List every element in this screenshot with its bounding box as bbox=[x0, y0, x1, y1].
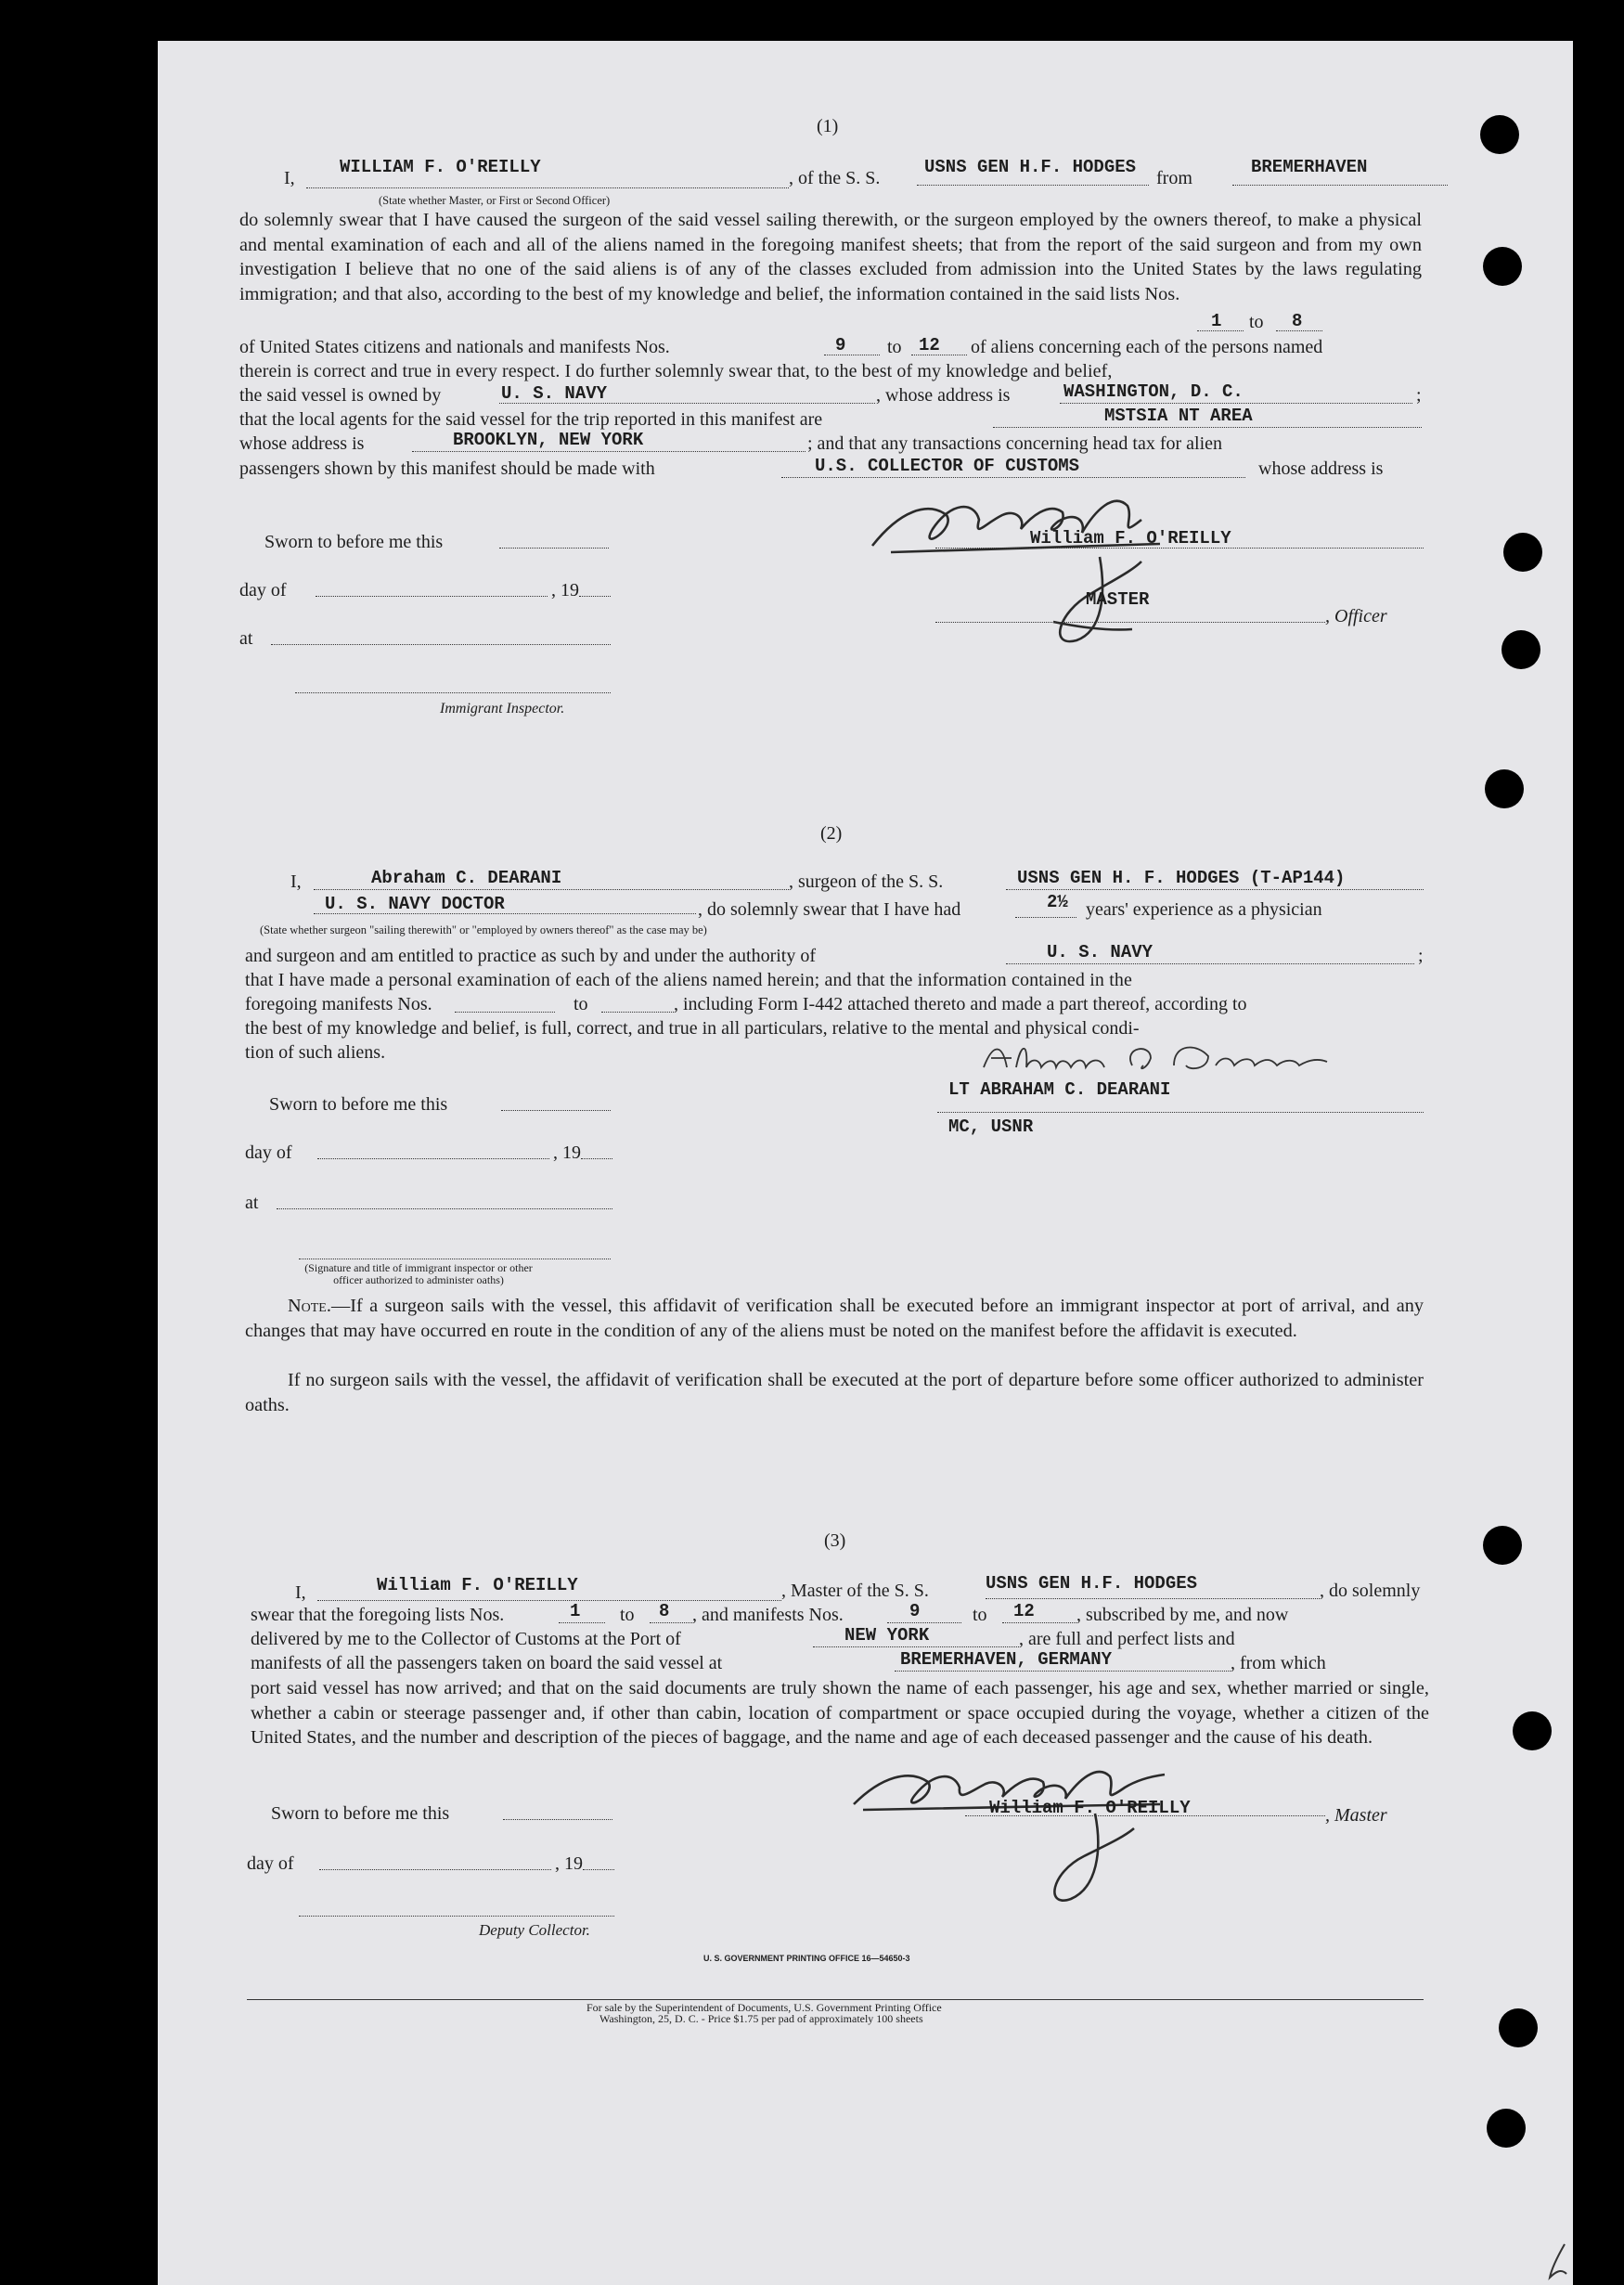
manifest-to: 12 bbox=[919, 335, 940, 355]
sworn-text: Sworn to before me this bbox=[271, 1803, 450, 1824]
binder-hole bbox=[1483, 1526, 1522, 1565]
owner: U. S. NAVY bbox=[501, 383, 608, 404]
day-of-text: day of bbox=[245, 1142, 292, 1163]
full-text: , are full and perfect lists and bbox=[1019, 1629, 1235, 1649]
deputy-line bbox=[299, 1916, 614, 1917]
at-text: at bbox=[239, 628, 253, 649]
note-paragraph-2: If no surgeon sails with the vessel, the affidavit of verification shall be executed at the port of departure before some officer authorized to administer oaths. bbox=[245, 1370, 1424, 1415]
lists-from: 1 bbox=[1211, 311, 1222, 331]
deputy-collector-label: Deputy Collector. bbox=[479, 1921, 590, 1939]
foregoing-to-line bbox=[601, 1012, 674, 1013]
which-text: , from which bbox=[1231, 1653, 1326, 1673]
oath-paragraph-3: port said vessel has now arrived; and that on the said documents are truly shown the name of each passenger, his age and sex, whether married or single, whether a cabin or steerage passenger and, if other than cabin, location of compartment or space occupied during the voyage, whether a citizen of the United States, and the number and description of the pieces of baggage, and the name and age of each deceased passenger and the cause of his death. bbox=[251, 1678, 1429, 1748]
signature-note: (Signature and title of immigrant inspector or other officer authorized to administer oaths) bbox=[304, 1261, 533, 1286]
footer-line-2: Washington, 25, D. C. - Price $1.75 per pad of approximately 100 sheets bbox=[599, 2012, 923, 2025]
tax-text: ; and that any transactions concerning head tax for alien bbox=[807, 433, 1223, 454]
sworn-line bbox=[501, 1110, 611, 1111]
made-with-text: passengers shown by this manifest should be made with bbox=[239, 458, 655, 479]
swear-text: , do solemnly swear that I have had bbox=[698, 899, 961, 920]
agents-text: that the local agents for the said vessel for the trip reported in this manifest are bbox=[239, 409, 823, 430]
vessel-line-3 bbox=[986, 1598, 1320, 1599]
and-manifests: , and manifests Nos. bbox=[692, 1605, 844, 1625]
man-from-line-3 bbox=[887, 1622, 961, 1623]
manifest-page bbox=[158, 41, 1573, 2285]
day-line bbox=[316, 596, 548, 597]
years-line bbox=[1015, 917, 1076, 918]
sworn-line bbox=[499, 548, 609, 549]
aliens-text: of aliens concerning each of the persons named bbox=[971, 337, 1323, 357]
binder-hole bbox=[1502, 630, 1540, 669]
authority-text: and surgeon and am entitled to practice as such by and under the authority of bbox=[245, 946, 816, 966]
best-text: the best of my knowledge and belief, is full, correct, and true in all particulars, relative to the mental and physical condi- bbox=[245, 1018, 1140, 1039]
year-line bbox=[579, 596, 611, 597]
section-number: (1) bbox=[817, 116, 839, 136]
vessel-line-2 bbox=[1006, 889, 1424, 890]
at-line bbox=[271, 644, 611, 645]
do-solemnly: , do solemnly bbox=[1320, 1581, 1421, 1601]
immigrant-inspector-label: Immigrant Inspector. bbox=[440, 701, 565, 716]
vessel-name-2: USNS GEN H. F. HODGES (T-AP144) bbox=[1017, 868, 1346, 888]
taken-text: manifests of all the passengers taken on board the said vessel at bbox=[251, 1653, 723, 1673]
master-name-line-3 bbox=[317, 1600, 781, 1601]
authority-line bbox=[1006, 963, 1414, 964]
from-port-line-3 bbox=[895, 1671, 1231, 1672]
master-line-3 bbox=[965, 1815, 1325, 1816]
form-text: , including Form I-442 attached thereto and made a part thereof, according to bbox=[674, 994, 1247, 1014]
from-line bbox=[1232, 185, 1448, 186]
binder-hole bbox=[1513, 1711, 1552, 1750]
vessel-name-3: USNS GEN H.F. HODGES bbox=[986, 1573, 1198, 1594]
day-of-text: day of bbox=[239, 580, 287, 600]
examined-text: that I have made a personal examination of each of the aliens named herein; and that the information contained in the bbox=[245, 970, 1133, 990]
such-text: tion of such aliens. bbox=[245, 1042, 386, 1063]
day-of-text: day of bbox=[247, 1853, 294, 1874]
officer-title: MASTER bbox=[1086, 589, 1150, 610]
note-text: —If a surgeon sails with the vessel, this affidavit of verification shall be executed before an immigrant inspector at port of arrival, and any changes that may have occurred en route in the condition of any of the aliens must be noted on the manifest before the affidavit is executed. bbox=[245, 1296, 1424, 1341]
section-number: (3) bbox=[824, 1530, 846, 1551]
at-line bbox=[277, 1208, 612, 1209]
port-line bbox=[813, 1646, 1019, 1647]
signer-line bbox=[935, 548, 1424, 549]
man-to-line-3 bbox=[1002, 1622, 1076, 1623]
lists-to-3: 8 bbox=[659, 1601, 670, 1621]
agents-address: BROOKLYN, NEW YORK bbox=[453, 430, 644, 450]
officer-note: (State whether Master, or First or Second Officer) bbox=[379, 194, 611, 207]
lists-to-line-3 bbox=[650, 1622, 692, 1623]
binder-hole bbox=[1487, 2109, 1526, 2148]
surgeon-signer: LT ABRAHAM C. DEARANI bbox=[948, 1079, 1171, 1100]
surgeon-signer-line bbox=[937, 1112, 1424, 1113]
day-line bbox=[319, 1869, 551, 1870]
master-label: , Master bbox=[1325, 1805, 1387, 1826]
label-to: to bbox=[887, 337, 902, 357]
oath-paragraph-1: do solemnly swear that I have caused the surgeon of the said vessel sailing therewith, or the surgeon employed by the owners thereof, to make a physical and mental examination of each and all of the aliens named in the foregoing manifest sheets; that from the report of the said surgeon and from my own investigation I believe that no one of the said aliens is of any of the classes excluded from admission into the United States by the laws regulating immigration; and that also, according to the best of my knowledge and belief, the information contained in the said lists Nos. bbox=[239, 210, 1422, 304]
binder-hole bbox=[1499, 2008, 1538, 2047]
printer-line: U. S. GOVERNMENT PRINTING OFFICE 16—54650-3 bbox=[703, 1954, 910, 1963]
at-text: at bbox=[245, 1193, 259, 1213]
agents-line bbox=[993, 427, 1422, 428]
surgeon-capacity: U. S. NAVY DOCTOR bbox=[325, 894, 505, 914]
binder-hole bbox=[1483, 247, 1522, 286]
page-mark bbox=[1539, 2240, 1576, 2285]
semicolon: ; bbox=[1418, 946, 1424, 966]
lists-from-3: 1 bbox=[570, 1601, 581, 1621]
year-line bbox=[583, 1869, 614, 1870]
sworn-line bbox=[503, 1819, 612, 1820]
label-from: from bbox=[1156, 168, 1192, 188]
master-name: WILLIAM F. O'REILLY bbox=[340, 157, 541, 177]
from-port-3: BREMERHAVEN, GERMANY bbox=[900, 1649, 1113, 1670]
collector: U.S. COLLECTOR OF CUSTOMS bbox=[815, 456, 1080, 476]
signer-name: William F. O'REILLY bbox=[1030, 528, 1231, 549]
signature-master-3 bbox=[844, 1749, 1179, 1934]
owner-address: WASHINGTON, D. C. bbox=[1063, 381, 1244, 402]
manifest-from-3: 9 bbox=[909, 1601, 921, 1621]
label-to: to bbox=[1249, 312, 1264, 332]
name-line bbox=[306, 187, 789, 188]
surgeon-name-line bbox=[314, 889, 789, 890]
label-i: I, bbox=[290, 871, 302, 892]
vessel-line bbox=[917, 185, 1149, 186]
master-of-text: , Master of the S. S. bbox=[781, 1581, 929, 1601]
year-text: , 19 bbox=[551, 580, 579, 600]
day-line bbox=[317, 1158, 549, 1159]
label-to: to bbox=[973, 1605, 987, 1625]
correct-text: therein is correct and true in every respect. I do further solemnly swear that, to the best of my knowledge and belief, bbox=[239, 361, 1113, 381]
year-text: , 19 bbox=[555, 1853, 583, 1874]
foregoing-from-line bbox=[455, 1012, 555, 1013]
surgeon-of-text: , surgeon of the S. S. bbox=[789, 871, 944, 892]
binder-hole bbox=[1503, 533, 1542, 572]
owner-address-line bbox=[1060, 403, 1412, 404]
inspector-line bbox=[295, 692, 611, 693]
binder-hole bbox=[1485, 769, 1524, 808]
vessel-name: USNS GEN H.F. HODGES bbox=[924, 157, 1137, 177]
binder-hole bbox=[1480, 115, 1519, 154]
owned-text: the said vessel is owned by bbox=[239, 385, 442, 406]
surgeon-name: Abraham C. DEARANI bbox=[371, 868, 562, 888]
sworn-text: Sworn to before me this bbox=[269, 1094, 448, 1115]
label-i: I, bbox=[284, 168, 295, 188]
delivered-text: delivered by me to the Collector of Customs at the Port of bbox=[251, 1629, 681, 1649]
surgeon-rank: MC, USNR bbox=[948, 1117, 1034, 1137]
manifest-to-3: 12 bbox=[1013, 1601, 1035, 1621]
semicolon: ; bbox=[1416, 385, 1422, 406]
note-lead: Note. bbox=[288, 1296, 331, 1316]
year-line bbox=[581, 1158, 612, 1159]
label-to: to bbox=[574, 994, 588, 1014]
address-text: , whose address is bbox=[876, 385, 1011, 406]
agents-address-line bbox=[412, 451, 806, 452]
subscribed-text: , subscribed by me, and now bbox=[1076, 1605, 1289, 1625]
lists-from-line-3 bbox=[559, 1622, 605, 1623]
note-paragraph bbox=[245, 1294, 1424, 1343]
foregoing-text: foregoing manifests Nos. bbox=[245, 994, 432, 1014]
manifest-from: 9 bbox=[835, 335, 846, 355]
footer-rule bbox=[247, 1999, 1424, 2000]
port: NEW YORK bbox=[844, 1625, 930, 1646]
agents: MSTSIA NT AREA bbox=[1104, 406, 1253, 426]
master-signer-3: William F. O'REILLY bbox=[989, 1798, 1191, 1818]
lists-to: 8 bbox=[1292, 311, 1303, 331]
sworn-text: Sworn to before me this bbox=[264, 532, 444, 552]
experience-text: years' experience as a physician bbox=[1086, 899, 1322, 920]
whose-address-text: whose address is bbox=[239, 433, 365, 454]
citizens-text: of United States citizens and nationals and manifests Nos. bbox=[239, 337, 670, 357]
swear-lists-text: swear that the foregoing lists Nos. bbox=[251, 1605, 505, 1625]
officer-label: , Officer bbox=[1325, 606, 1387, 626]
master-name-3: William F. O'REILLY bbox=[377, 1575, 578, 1595]
capacity-note: (State whether surgeon "sailing therewith" or "employed by owners thereof" as the case may be) bbox=[260, 923, 707, 936]
officer-line bbox=[935, 622, 1325, 623]
footer-line-1: For sale by the Superintendent of Documents, U.S. Government Printing Office bbox=[586, 2001, 942, 2014]
section-number: (2) bbox=[820, 823, 843, 844]
label-i: I, bbox=[295, 1582, 306, 1603]
years-experience: 2½ bbox=[1047, 892, 1068, 912]
from-port: BREMERHAVEN bbox=[1251, 157, 1368, 177]
authority: U. S. NAVY bbox=[1047, 942, 1154, 962]
whose-address-is: whose address is bbox=[1258, 458, 1384, 479]
year-text: , 19 bbox=[553, 1142, 581, 1163]
label-of-ss: , of the S. S. bbox=[789, 168, 881, 188]
label-to: to bbox=[620, 1605, 635, 1625]
